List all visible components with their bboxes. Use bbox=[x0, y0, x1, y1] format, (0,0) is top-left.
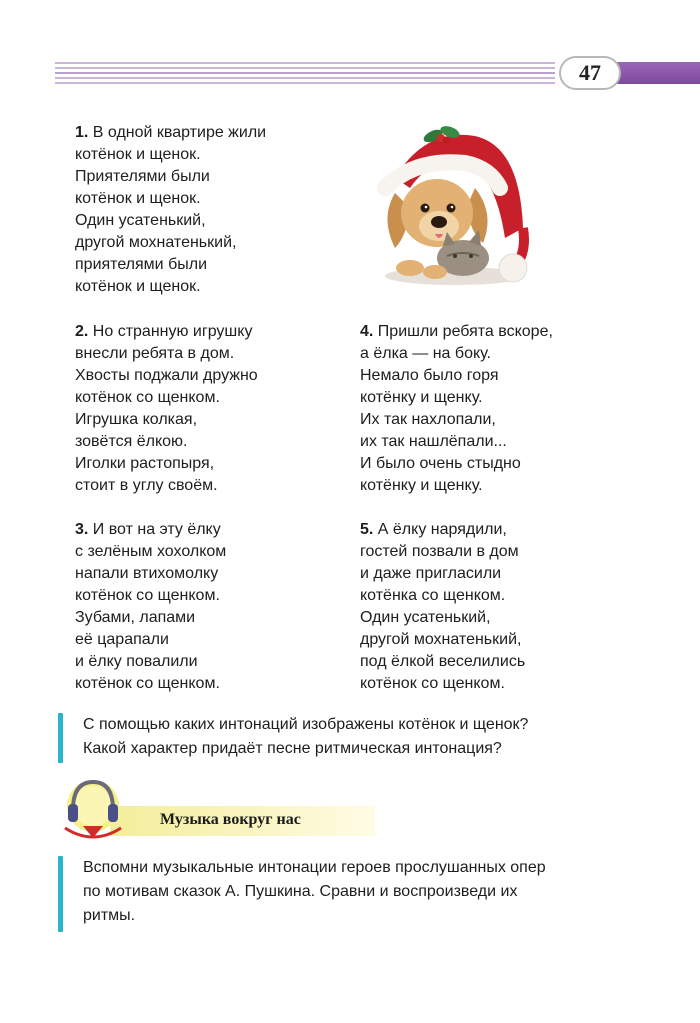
question-marker-bar bbox=[58, 856, 63, 932]
verse-1: 1. В одной квартире жили котёнок и щенок. Приятелями были котёнок и щенок. Один усатенький, другой мохнатенький, приятелями были котёнок и щенок. bbox=[75, 124, 267, 295]
verse-4: 4. Пришли ребята вскоре, а ёлка — на боку. Немало было горя котёнку и щенку. Их так нахлопали, их так нашлёпали... И было очень стыдно котёнку и щенку. bbox=[360, 323, 553, 494]
question-text: Вспомни музыкальные интонации героев прослушанных опер по мотивам сказок А. Пушкина. Сравни и воспроизведи их ритмы. bbox=[83, 859, 546, 924]
verse-5: 5. А ёлку нарядили, гостей позвали в дом и даже пригласили котёнка со щенком. Один усатенький, другой мохнатенький, под ёлкой веселились котёнок со щенком. bbox=[360, 521, 526, 692]
question-marker-bar bbox=[58, 713, 63, 763]
verse-number: 5. bbox=[360, 521, 374, 538]
header-accent-bar bbox=[615, 62, 700, 84]
verse-number: 2. bbox=[75, 323, 89, 340]
verse-2: 2. Но странную игрушку внесли ребята в дом. Хвосты поджали дружно котёнок со щенком. Игрушка колкая, зовётся ёлкою. Иголки растопыря, стоит в углу своём. bbox=[75, 323, 258, 494]
verse-3: 3. И вот на эту ёлку с зелёным хохолком напали втихомолку котёнок со щенком. Зубами, лапами её царапали и ёлку повалили котёнок со щенком. bbox=[75, 521, 227, 692]
headphones-icon bbox=[55, 770, 135, 850]
verse-number: 3. bbox=[75, 521, 89, 538]
question-block-1 bbox=[58, 713, 658, 763]
page-number: 47 bbox=[579, 60, 601, 85]
question-block-2 bbox=[58, 856, 658, 932]
section-title: Музыка вокруг нас bbox=[160, 811, 301, 828]
question-text: С помощью каких интонаций изображены котёнок и щенок? Какой характер придаёт песне ритмическая интонация? bbox=[83, 716, 529, 757]
verse-number: 4. bbox=[360, 323, 374, 340]
verse-number: 1. bbox=[75, 124, 89, 141]
header-stripes bbox=[55, 62, 555, 84]
puppy-kitten-illustration bbox=[355, 118, 555, 293]
section-banner bbox=[55, 770, 385, 850]
